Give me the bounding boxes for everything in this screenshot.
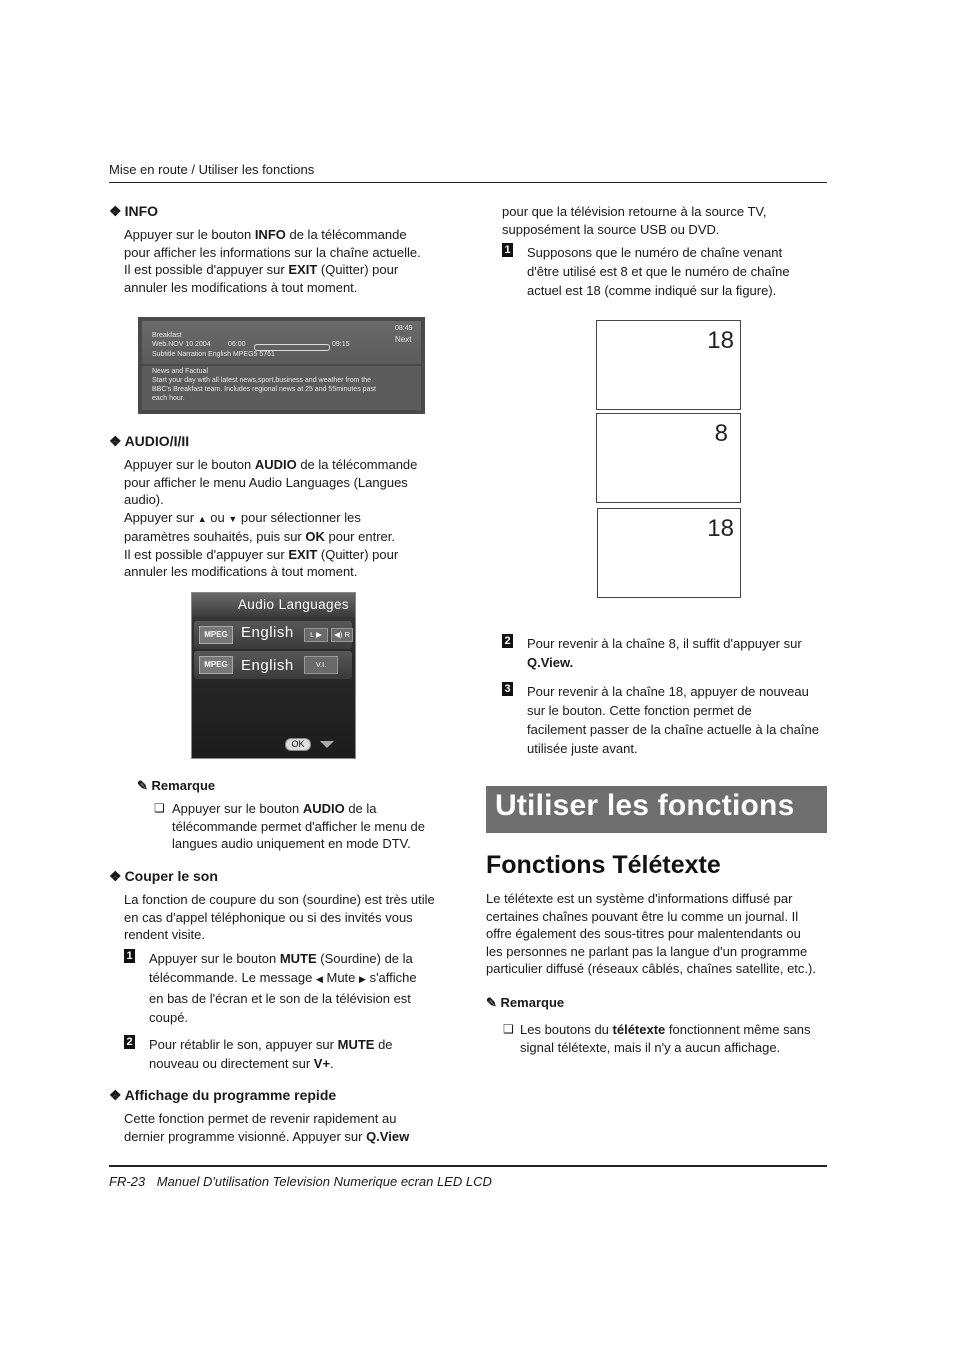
program-desc-3: each hour. <box>152 395 185 402</box>
diamond-icon: ❖ <box>109 203 122 219</box>
down-triangle-icon <box>320 741 334 748</box>
quick-view-heading: ❖ Affichage du programme repide <box>109 1087 337 1103</box>
qview-step-3: Pour revenir à la chaîne 18, appuyer de nouveau sur le bouton. Cette fonction permet de facilement passer de la chaîne actuelle à la chaîne utilisée juste avant. <box>527 684 819 756</box>
program-start: 06:00 <box>228 341 246 348</box>
manual-title: Manuel D'utilisation Television Numerique ecran LED LCD <box>156 1174 492 1189</box>
program-date: Web.NOV 10 2004 <box>152 341 211 348</box>
next-label: Next <box>395 335 412 344</box>
audio-row-1 <box>194 621 352 649</box>
program-genre: News and Factual <box>152 368 209 375</box>
info-paragraph: Appuyer sur le bouton INFO de la télécommande pour afficher les informations sur la chaîne actuelle. Il est possible d'appuyer sur EXIT (Quitter) pour annuler les modifications à tout moment. <box>124 227 421 295</box>
mpeg-badge: MPEG <box>199 656 233 674</box>
ok-button: OK <box>285 738 311 751</box>
header-rule <box>109 182 827 183</box>
step-number-2: 2 <box>124 1035 135 1049</box>
continued-text: pour que la télévision retourne à la source TV, supposément la source USB ou DVD. <box>502 204 767 237</box>
left-arrow-icon: ◀ <box>315 974 323 984</box>
clock: 08:49 <box>395 325 413 332</box>
breadcrumb: Mise en route / Utiliser les fonctions <box>109 162 315 177</box>
channel-box-2: 8 <box>596 413 741 503</box>
mpeg-badge: MPEG <box>199 626 233 644</box>
info-top-panel <box>142 321 421 364</box>
footer-rule <box>109 1165 827 1167</box>
audio-heading: ❖ AUDIO/I/II <box>109 433 190 449</box>
diamond-icon: ❖ <box>109 1087 122 1103</box>
audio-languages-title: Audio Languages <box>192 593 355 617</box>
audio-languages-screen <box>191 592 356 759</box>
program-name: Breakfast <box>152 332 182 339</box>
info-bottom-panel <box>142 366 421 410</box>
left-channel-chip: L ▶ <box>304 628 328 642</box>
qview-step-1: Supposons que le numéro de chaîne venant d'être utilisé est 8 et que le numéro de chaîne actuel est 18 (comme indiqué sur la figure). <box>527 245 790 298</box>
note-heading: ✎ Remarque <box>486 995 565 1010</box>
info-screen <box>138 317 425 414</box>
teletext-note-text: Les boutons du télétexte fonctionnent même sans signal télétexte, mais il n'y a aucun affichage. <box>520 1022 811 1055</box>
program-meta: Subtitle Narration English MPEG5 5761 <box>152 351 275 358</box>
mute-step-2: Pour rétablir le son, appuyer sur MUTE de nouveau ou directement sur V+. <box>149 1037 393 1071</box>
program-progress-bar <box>254 344 330 351</box>
step-number-1: 1 <box>502 243 513 257</box>
program-desc-1: Start your day with all latest news,sport,business and weather from the <box>152 377 372 384</box>
mute-step-1: Appuyer sur le bouton MUTE (Sourdine) de la télécommande. Le message ◀ Mute ▶ s'affiche en bas de l'écran et le son de la télévision est coupé. <box>149 951 417 1025</box>
diamond-icon: ❖ <box>109 433 122 449</box>
note-text: Appuyer sur le bouton AUDIO de la télécommande permet d'afficher le menu de langues audio uniquement en mode DTV. <box>172 801 425 851</box>
step-number-2: 2 <box>502 634 513 648</box>
section-banner: Utiliser les fonctions <box>486 786 827 833</box>
step-number-3: 3 <box>502 682 513 696</box>
info-heading: ❖ INFO <box>109 203 159 219</box>
checkbox-bullet-icon: ❏ <box>154 801 165 815</box>
note-heading: ✎ Remarque <box>137 778 216 793</box>
qview-step-2: Pour revenir à la chaîne 8, il suffit d'appuyer sur Q.View. <box>527 636 802 670</box>
step-number-1: 1 <box>124 949 135 963</box>
right-arrow-icon: ▶ <box>359 974 366 984</box>
teletext-paragraph: Le télétexte est un système d'informations diffusé par certaines chaînes pouvant être lu comme un journal. Il offre également des sous-titres pour malentendants ou les personnes ne parlant pas la langue d'un programme particulier diffusé (réseaux câblés, chaînes satellite, etc.). <box>486 891 816 976</box>
pencil-icon: ✎ <box>486 995 497 1010</box>
right-channel-chip: ◀) R <box>331 628 353 642</box>
checkbox-bullet-icon: ❏ <box>503 1022 514 1036</box>
diamond-icon: ❖ <box>109 868 122 884</box>
mute-heading: ❖ Couper le son <box>109 868 218 884</box>
audio-row-2 <box>194 651 352 679</box>
down-arrow-icon: ▼ <box>228 513 238 524</box>
footer <box>109 1173 492 1191</box>
vi-chip: V.I. <box>304 656 338 674</box>
language-label: English <box>241 657 294 674</box>
page-number: FR-23 <box>109 1174 146 1189</box>
up-arrow-icon: ▲ <box>197 513 207 524</box>
teletext-heading: Fonctions Télétexte <box>486 851 721 879</box>
channel-box-3: 18 <box>597 508 741 598</box>
audio-paragraph: Appuyer sur le bouton AUDIO de la télécommande pour afficher le menu Audio Languages (Langues audio). Appuyer sur ▲ ou ▼ pour sélectionner les paramètres souhaités, puis sur OK pour entrer. Il est possible d'appuyer sur EXIT (Quitter) pour annuler les modifications à tout moment. <box>124 457 418 579</box>
program-desc-2: BBC's Breakfast team. Includes regional news at 25 and 55minutes past <box>152 386 376 393</box>
channel-box-1: 18 <box>596 320 741 410</box>
language-label: English <box>241 624 294 641</box>
program-end: 09:15 <box>332 341 350 348</box>
pencil-icon: ✎ <box>137 778 148 793</box>
mute-intro: La fonction de coupure du son (sourdine) est très utile en cas d'appel téléphonique ou si des invités vous rendent visite. <box>124 892 435 942</box>
quick-view-text: Cette fonction permet de revenir rapidement au dernier programme visionné. Appuyer sur Q.View <box>124 1111 410 1144</box>
